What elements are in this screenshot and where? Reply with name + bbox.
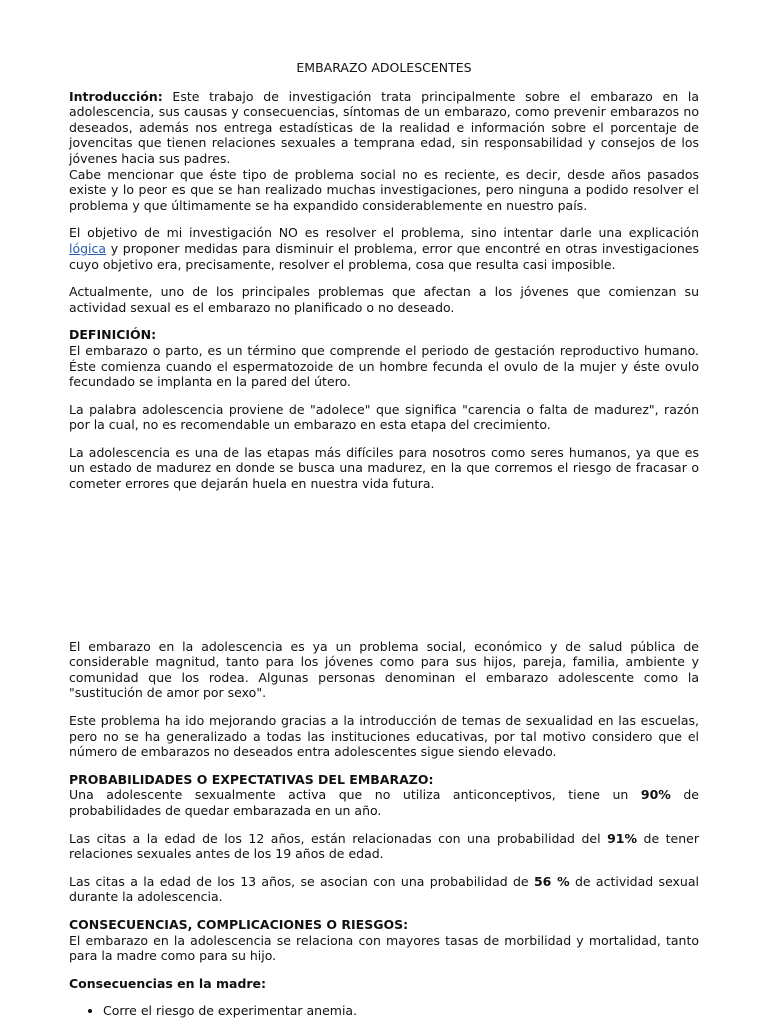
madre-heading: [69, 976, 699, 992]
prob-2-before: Las citas a la edad de los 12 años, están relacionadas con una probabilidad del: [69, 830, 608, 846]
objective-paragraph: [69, 225, 699, 272]
probabilidades-heading: PROBABILIDADES O EXPECTATIVAS DEL EMBARAZO:: [69, 771, 434, 787]
document-title: EMBARAZO ADOLESCENTES: [296, 60, 472, 75]
mejorando-paragraph: Este problema ha ido mejorando gracias a la introducción de temas de sexualidad en las escuelas, pero no se ha generalizado a todas las instituciones educativas, por tal motivo considero que el número de embarazos no deseados entra adolescentes sigue siendo elevado.: [69, 713, 699, 760]
intro-paragraph: [69, 89, 699, 214]
definicion-section: [69, 327, 699, 389]
document-body: [69, 60, 699, 1019]
prob-2-after: de tener relaciones sexuales antes de los 19 años de edad.: [69, 830, 699, 862]
intro-text: Este trabajo de investigación trata principalmente sobre el embarazo en la adolescencia, sus causas y consecuencias, síntomas de un embarazo, como prevenir embarazos no deseados, además nos entrega estadísticas de la realidad e información sobre el porcentaje de jovencitas que tienen relaciones sexuales a temprana edad, sin responsabilidad y consejos de los jóvenes hacia sus padres.: [69, 88, 699, 166]
prob-3-value: 56 %: [533, 873, 570, 889]
prob-3-paragraph: [69, 874, 699, 905]
etapa-paragraph: La adolescencia es una de las etapas más difíciles para nosotros como seres humanos, ya que es un estado de madurez en donde se busca una madurez, en la que corremos el riesgo de fracasar o cometer errores que dejarán huela en nuestra vida futura.: [69, 444, 699, 492]
intro-label: Introducción:: [69, 88, 163, 104]
prob-2-paragraph: [69, 831, 699, 862]
intro-text-2: Cabe mencionar que éste tipo de problema social no es reciente, es decir, desde años pasados existe y lo peor es que se han realizado muchas investigaciones, pero ninguna a podido resolver el problema y que últimamente se ha expandido considerablemente en nuestro país.: [69, 166, 699, 213]
actualmente-paragraph: Actualmente, uno de los principales problemas que afectan a los jóvenes que comienzan su actividad sexual es el embarazo no planificado o no deseado.: [69, 284, 699, 315]
prob-3-after: de actividad sexual durante la adolescencia.: [69, 873, 699, 905]
blank-space: [69, 504, 699, 639]
prob-3-before: Las citas a la edad de los 13 años, se asocian con una probabilidad de: [69, 873, 534, 889]
definicion-heading: DEFINICIÓN:: [69, 327, 157, 343]
objective-text-after: y proponer medidas para disminuir el problema, error que encontré en otras investigaciones cuyo objetivo era, precisamente, resolver el problema, cosa que resulta casi imposible.: [69, 240, 699, 272]
objective-text-before: El objetivo de mi investigación NO es resolver el problema, sino intentar darle una explicación: [69, 225, 699, 241]
definicion-text: El embarazo o parto, es un término que comprende el periodo de gestación reproductivo humano. Éste comienza cuando el espermatozoide de un hombre fecunda el ovulo de la mujer y éste ovulo fecundado se implanta en la pared del útero.: [69, 342, 699, 390]
consecuencias-section: [69, 917, 699, 964]
prob-1-before: Una adolescente sexualmente activa que no utiliza anticonceptivos, tiene un: [69, 787, 641, 803]
consecuencias-heading: CONSECUENCIAS, COMPLICACIONES O RIESGOS:: [69, 916, 409, 932]
prob-1-after: de probabilidades de quedar embarazada en un año.: [69, 787, 699, 818]
madre-heading-text: Consecuencias en la madre:: [69, 975, 267, 991]
consecuencias-text: El embarazo en la adolescencia se relaciona con mayores tasas de morbilidad y mortalidad, tanto para la madre como para su hijo.: [69, 932, 699, 964]
prob-2-value: 91%: [607, 830, 638, 846]
palabra-paragraph: La palabra adolescencia proviene de "adolece" que significa "carencia o falta de madurez", razón por la cual, no es recomendable un embarazo en esta etapa del crecimiento.: [69, 401, 699, 433]
probabilidades-section: [69, 772, 699, 819]
logica-link[interactable]: lógica: [69, 240, 107, 256]
list-item: • Corre el riesgo de experimentar anemia.: [103, 1003, 699, 1019]
madre-list: [69, 1003, 699, 1019]
social-paragraph: El embarazo en la adolescencia es ya un problema social, económico y de salud pública de considerable magnitud, tanto para los jóvenes como para sus hijos, pareja, familia, ambiente y comunidad que los rodea. Algunas personas denominan el embarazo adolescente como la "sustitución de amor por sexo".: [69, 638, 699, 701]
prob-1-value: 90%: [640, 787, 671, 803]
